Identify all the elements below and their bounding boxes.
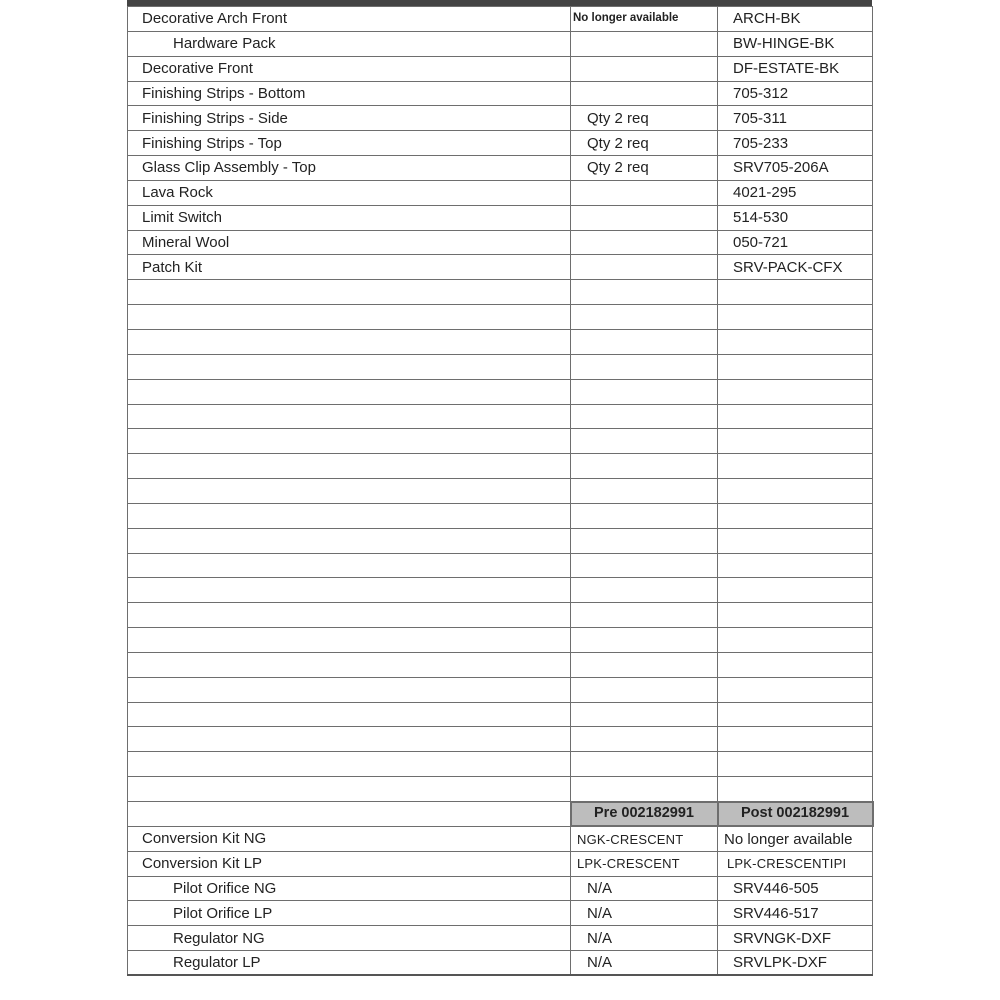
empty-row <box>128 628 873 653</box>
empty-row <box>128 727 873 752</box>
note-cell: Qty 2 req <box>571 156 718 181</box>
note-cell: No longer available <box>571 7 718 32</box>
note-cell: Qty 2 req <box>571 131 718 156</box>
pre-part-cell: N/A <box>571 876 718 901</box>
table-row <box>128 205 873 230</box>
note-cell <box>571 255 718 280</box>
empty-row <box>128 305 873 330</box>
pre-serial-header: Pre 002182991 <box>571 802 718 827</box>
empty-row <box>128 503 873 528</box>
description-cell: Limit Switch <box>128 205 571 230</box>
pre-part-cell: N/A <box>571 926 718 951</box>
empty-row <box>128 702 873 727</box>
part-number-cell: BW-HINGE-BK <box>718 31 873 56</box>
empty-row <box>128 777 873 802</box>
description-cell: Finishing Strips - Top <box>128 131 571 156</box>
pre-part-cell: N/A <box>571 951 718 976</box>
description-cell: Conversion Kit LP <box>128 851 571 876</box>
empty-row <box>128 329 873 354</box>
empty-row <box>128 379 873 404</box>
post-part-cell: SRVLPK-DXF <box>718 951 873 976</box>
part-number-cell: 705-233 <box>718 131 873 156</box>
description-cell: Pilot Orifice NG <box>128 876 571 901</box>
empty-row <box>128 553 873 578</box>
table-row <box>128 951 873 976</box>
note-cell <box>571 230 718 255</box>
empty-row <box>128 479 873 504</box>
description-cell: Regulator LP <box>128 951 571 976</box>
post-part-cell: SRV446-517 <box>718 901 873 926</box>
table-row <box>128 131 873 156</box>
table-row <box>128 81 873 106</box>
post-part-cell: SRVNGK-DXF <box>718 926 873 951</box>
empty-row <box>128 603 873 628</box>
description-cell: Patch Kit <box>128 255 571 280</box>
table-row <box>128 901 873 926</box>
note-cell <box>571 31 718 56</box>
note-cell <box>571 81 718 106</box>
table-row <box>128 851 873 876</box>
post-part-cell: SRV446-505 <box>718 876 873 901</box>
description-cell: Conversion Kit NG <box>128 826 571 851</box>
table-row <box>128 106 873 131</box>
description-cell: Pilot Orifice LP <box>128 901 571 926</box>
table-row <box>128 876 873 901</box>
note-cell: Qty 2 req <box>571 106 718 131</box>
part-number-cell: SRV705-206A <box>718 156 873 181</box>
empty-row <box>128 404 873 429</box>
empty-row <box>128 454 873 479</box>
table-row <box>128 926 873 951</box>
note-cell <box>571 56 718 81</box>
empty-row <box>128 652 873 677</box>
parts-table <box>127 6 874 976</box>
part-number-cell: 705-312 <box>718 81 873 106</box>
description-cell: Hardware Pack <box>128 31 571 56</box>
note-cell <box>571 205 718 230</box>
pre-part-cell: N/A <box>571 901 718 926</box>
part-number-cell: 4021-295 <box>718 180 873 205</box>
description-cell: Finishing Strips - Bottom <box>128 81 571 106</box>
conversion-header-row <box>128 802 873 827</box>
description-cell: Lava Rock <box>128 180 571 205</box>
description-cell: Regulator NG <box>128 926 571 951</box>
table-row <box>128 56 873 81</box>
part-number-cell: 705-311 <box>718 106 873 131</box>
empty-row <box>128 528 873 553</box>
post-serial-header: Post 002182991 <box>718 802 873 827</box>
empty-row <box>128 354 873 379</box>
note-cell <box>571 180 718 205</box>
description-cell: Decorative Front <box>128 56 571 81</box>
description-cell: Decorative Arch Front <box>128 7 571 32</box>
table-row <box>128 180 873 205</box>
part-number-cell: DF-ESTATE-BK <box>718 56 873 81</box>
part-number-cell: 514-530 <box>718 205 873 230</box>
empty-row <box>128 280 873 305</box>
part-number-cell: SRV-PACK-CFX <box>718 255 873 280</box>
table-row <box>128 826 873 851</box>
part-number-cell: ARCH-BK <box>718 7 873 32</box>
table-row <box>128 156 873 181</box>
table-row <box>128 230 873 255</box>
table-row <box>128 255 873 280</box>
pre-part-cell: NGK-CRESCENT <box>571 826 718 851</box>
empty-row <box>128 677 873 702</box>
description-cell: Glass Clip Assembly - Top <box>128 156 571 181</box>
table-row <box>128 31 873 56</box>
post-part-cell: LPK-CRESCENTIPI <box>718 851 873 876</box>
empty-row <box>128 429 873 454</box>
empty-row <box>128 578 873 603</box>
post-part-cell: No longer available <box>718 826 873 851</box>
part-number-cell: 050-721 <box>718 230 873 255</box>
pre-part-cell: LPK-CRESCENT <box>571 851 718 876</box>
description-cell: Mineral Wool <box>128 230 571 255</box>
table-row <box>128 7 873 32</box>
description-cell: Finishing Strips - Side <box>128 106 571 131</box>
empty-row <box>128 752 873 777</box>
